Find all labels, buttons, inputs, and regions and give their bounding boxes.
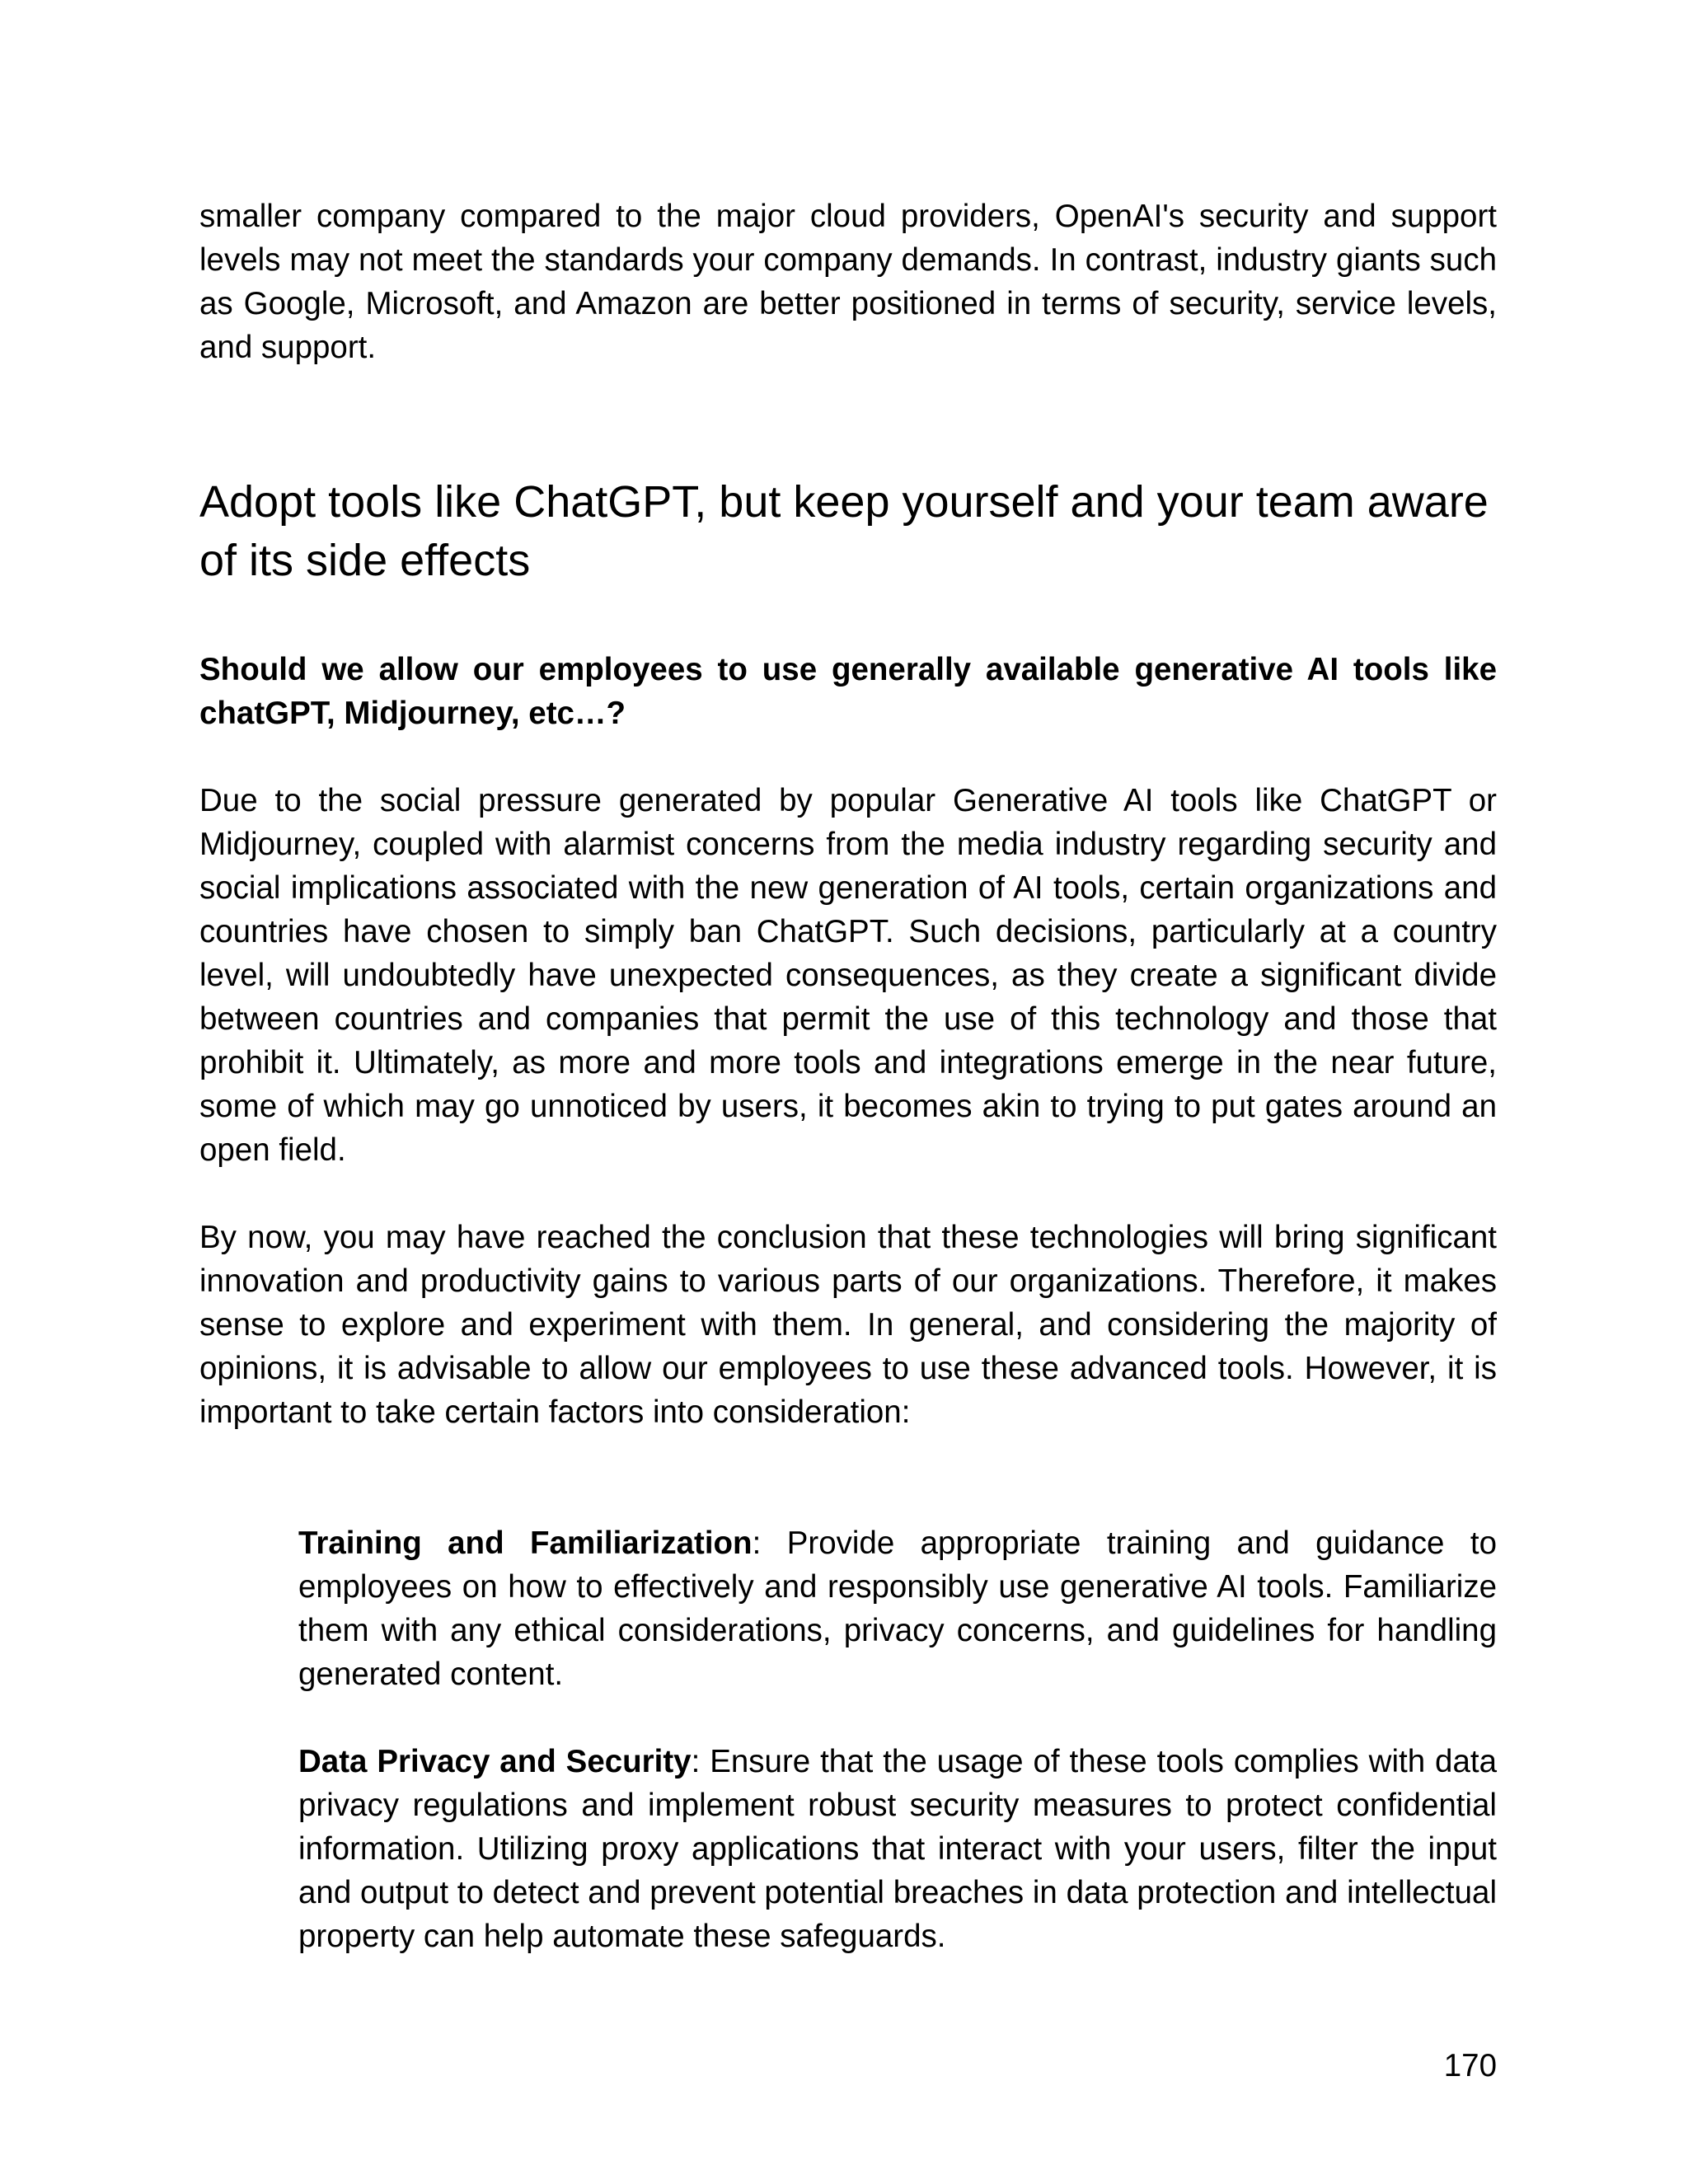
factor-item-training [298,1521,1497,1696]
factor-body: : Ensure that the usage of these tools complies with data privacy regulations and implement robust security measures to protect confidential information. Utilizing proxy applications that interact with your users, filter the input and output to detect and prevent potential breaches in data protection and intellectual property can help automate these safeguards. [298,1744,1497,1954]
factor-title: Training and Familiarization [298,1526,753,1561]
page-content [199,194,1497,2002]
factor-item-privacy [298,1740,1497,1958]
factor-title: Data Privacy and Security [298,1744,692,1779]
question-heading: Should we allow our employees to use generally available generative AI tools like chatGPT, Midjourney, etc…? [199,652,1497,731]
ban-paragraph: Due to the social pressure generated by popular Generative AI tools like ChatGPT or Midjourney, coupled with alarmist concerns from the media industry regarding security and social implications associated with the new generation of AI tools, certain organizations and countries have chosen to simply ban ChatGPT. Such decisions, particularly at a country level, will undoubtedly have unexpected consequences, as they create a significant divide between countries and companies that permit the use of this technology and those that prohibit it. Ultimately, as more and more tools and integrations emerge in the near future, some of which may go unnoticed by users, it becomes akin to trying to put gates around an open field. [199,783,1497,1168]
conclusion-paragraph: By now, you may have reached the conclusion that these technologies will bring significant innovation and productivity gains to various parts of our organizations. Therefore, it makes sense to explore and experiment with them. In general, and considering the majority of opinions, it is advisable to allow our employees to use these advanced tools. However, it is important to take certain factors into consideration: [199,1220,1497,1430]
factor-list [199,1521,1497,1958]
intro-paragraph: smaller company compared to the major cloud providers, OpenAI's security and support levels may not meet the standards your company demands. In contrast, industry giants such as Google, Microsoft, and Amazon are better positioned in terms of security, service levels, and support. [199,199,1497,365]
section-heading: Adopt tools like ChatGPT, but keep yourself and your team aware of its side effects [199,477,1489,585]
page-number: 170 [1443,2048,1497,2083]
factor-body: : Provide appropriate training and guidance to employees on how to effectively and responsibly use generative AI tools. Familiarize them with any ethical considerations, privacy concerns, and guidelines for handling generated content. [298,1526,1497,1692]
